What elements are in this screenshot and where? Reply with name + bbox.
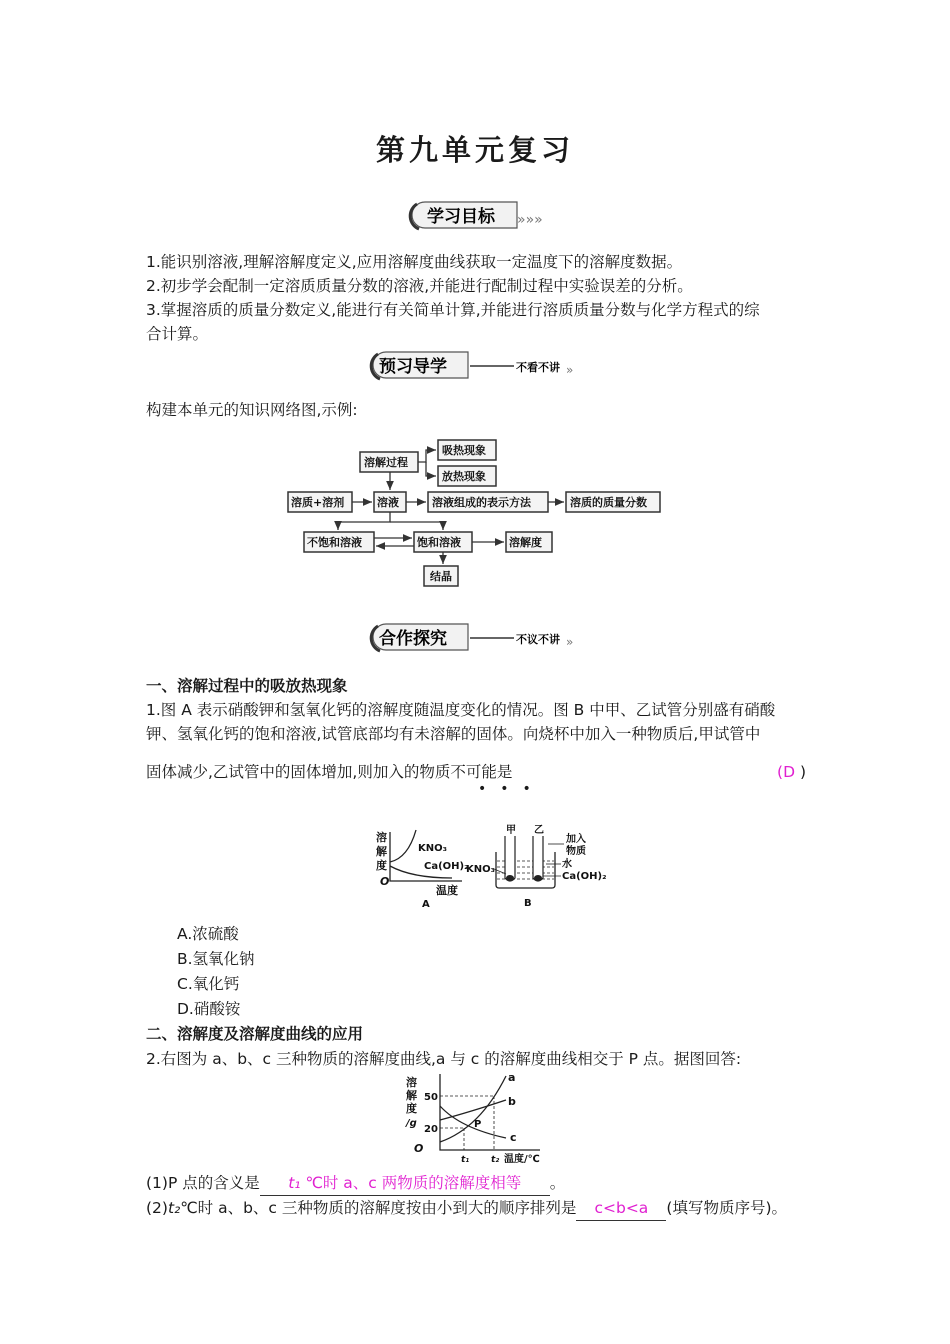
- curve-b: [440, 1100, 506, 1120]
- svg-text:水: 水: [562, 859, 572, 870]
- svg-text:a: a: [508, 1071, 516, 1084]
- svg-text:O: O: [380, 875, 390, 888]
- preview-banner-label: 预习导学: [379, 357, 447, 377]
- svg-text:溶: 溶: [376, 831, 387, 844]
- svg-text:解: 解: [376, 845, 387, 858]
- svg-text:度: 度: [406, 1102, 417, 1115]
- svg-text:KNO₃: KNO₃: [418, 843, 447, 854]
- figure-b: [466, 822, 616, 912]
- svg-text:解: 解: [406, 1089, 417, 1102]
- svg-text:溶液: 溶液: [377, 496, 399, 509]
- q2-sub1: (1)P 点的含义是 t₁ ℃时 a、c 两物质的溶解度相等 。: [146, 1171, 565, 1196]
- knowledge-network: [280, 430, 670, 590]
- option-a: A.浓硫酸: [177, 925, 239, 943]
- svg-text:放热现象: 放热现象: [442, 470, 486, 483]
- svg-text:乙: 乙: [534, 825, 544, 836]
- coop-banner: [366, 618, 596, 658]
- q2-text: 2.右图为 a、b、c 三种物质的溶解度曲线,a 与 c 的溶解度曲线相交于 P 点。据图回答:: [146, 1050, 742, 1068]
- svg-text:/g: /g: [406, 1118, 417, 1129]
- svg-text:物质: 物质: [566, 846, 586, 857]
- q1-line-1: 1.图 A 表示硝酸钾和氢氧化钙的溶解度随温度变化的情况。图 B 中甲、乙试管分别盛有硝酸: [146, 701, 776, 719]
- svg-text:溶: 溶: [406, 1076, 417, 1089]
- emphasis-dots: •••: [478, 781, 545, 797]
- goal-2: 2.初步学会配制一定溶质质量分数的溶液,并能进行配制过程中实验误差的分析。: [146, 277, 693, 295]
- svg-text:溶液组成的表示方法: 溶液组成的表示方法: [432, 496, 531, 509]
- q1-answer-value: D: [783, 763, 795, 781]
- svg-text:O: O: [414, 1142, 424, 1155]
- svg-text:饱和溶液: 饱和溶液: [417, 536, 461, 549]
- banner-arrows: »»»: [517, 212, 543, 228]
- svg-text:结晶: 结晶: [430, 570, 452, 583]
- q1-answer: (D ): [777, 763, 806, 781]
- goals-banner-label: 学习目标: [427, 207, 495, 227]
- svg-text:温度: 温度: [436, 884, 458, 897]
- svg-text:P: P: [474, 1119, 482, 1130]
- option-c: C.氧化钙: [177, 975, 240, 993]
- svg-text:»: »: [566, 363, 574, 377]
- svg-text:B: B: [524, 898, 532, 909]
- svg-text:溶质+溶剂: 溶质+溶剂: [291, 496, 345, 509]
- goal-3: 3.掌握溶质的质量分数定义,能进行有关简单计算,并能进行溶质质量分数与化学方程式的综: [146, 301, 760, 319]
- svg-text:50: 50: [424, 1092, 438, 1103]
- coop-banner-tag: 不议不讲: [516, 633, 560, 646]
- section1-heading: 一、溶解过程中的吸放热现象: [146, 677, 348, 695]
- svg-text:Ca(OH)₂: Ca(OH)₂: [424, 861, 469, 872]
- svg-text:20: 20: [424, 1124, 438, 1135]
- svg-text:b: b: [508, 1095, 516, 1108]
- svg-text:溶解过程: 溶解过程: [364, 456, 408, 469]
- q2-sub1-answer: t₁ ℃时 a、c 两物质的溶解度相等: [260, 1171, 550, 1196]
- q1-line-2: 钾、氢氧化钙的饱和溶液,试管底部均有未溶解的固体。向烧杯中加入一种物质后,甲试管中: [146, 725, 761, 743]
- option-d: D.硝酸铵: [177, 1000, 241, 1018]
- preview-banner-tag: 不看不讲: [516, 361, 560, 374]
- svg-text:甲: 甲: [506, 825, 516, 836]
- preview-intro: 构建本单元的知识网络图,示例:: [146, 401, 358, 419]
- preview-banner: [366, 346, 596, 386]
- q1-line-3: 固体减少,乙试管中的固体增加,则加入的物质不可能是: [146, 763, 513, 781]
- svg-text:不饱和溶液: 不饱和溶液: [307, 536, 362, 549]
- svg-text:温度/℃: 温度/℃: [504, 1154, 540, 1165]
- svg-text:加入: 加入: [566, 834, 586, 845]
- svg-text:t₁: t₁: [461, 1155, 470, 1165]
- svg-text:»: »: [566, 635, 574, 649]
- solubility-graph: [400, 1068, 550, 1170]
- curve-a: [440, 1076, 506, 1142]
- goal-1: 1.能识别溶液,理解溶解度定义,应用溶解度曲线获取一定温度下的溶解度数据。: [146, 253, 683, 271]
- svg-text:吸热现象: 吸热现象: [442, 444, 486, 457]
- q2-sub2: (2)t₂℃时 a、b、c 三种物质的溶解度按由小到大的顺序排列是 c<b<a (填写物质序号)。: [146, 1196, 787, 1221]
- goals-banner: [405, 196, 555, 236]
- q2-sub2-answer: c<b<a: [576, 1196, 666, 1221]
- svg-text:t₂: t₂: [491, 1155, 500, 1165]
- svg-text:溶解度: 溶解度: [509, 536, 542, 549]
- svg-text:c: c: [510, 1131, 517, 1144]
- page-title: 第九单元复习: [375, 133, 574, 167]
- option-b: B.氢氧化钠: [177, 950, 255, 968]
- svg-text:Ca(OH)₂: Ca(OH)₂: [562, 871, 607, 882]
- svg-text:KNO₃: KNO₃: [466, 864, 495, 875]
- coop-banner-label: 合作探究: [379, 629, 447, 649]
- section2-heading: 二、溶解度及溶解度曲线的应用: [146, 1025, 364, 1043]
- kno3-curve: [390, 830, 416, 862]
- svg-text:度: 度: [376, 859, 387, 872]
- svg-text:溶质的质量分数: 溶质的质量分数: [570, 496, 647, 509]
- svg-text:A: A: [422, 899, 430, 910]
- goal-3-cont: 合计算。: [146, 325, 209, 343]
